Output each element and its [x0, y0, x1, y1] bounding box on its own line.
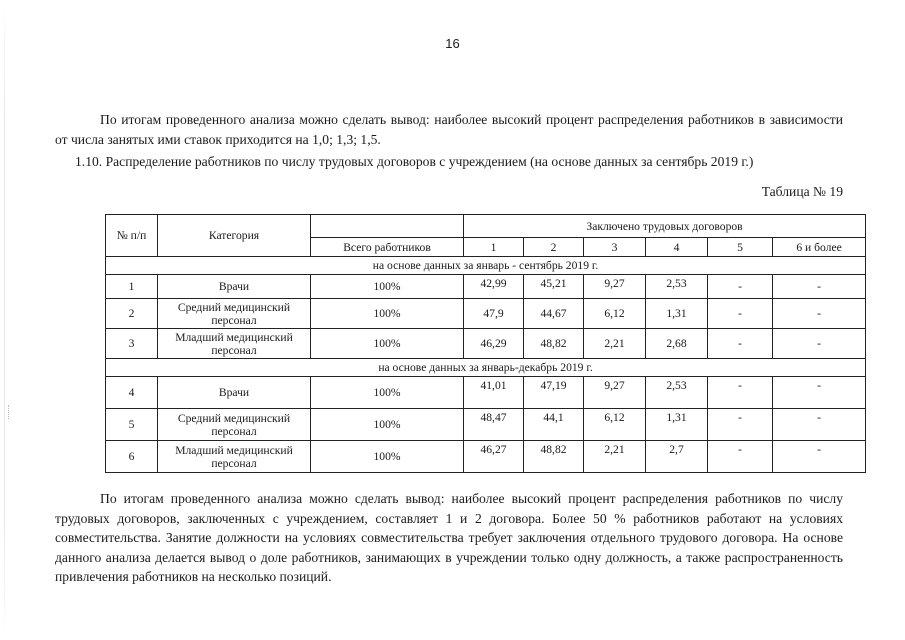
cell-c3: 2,21 [584, 329, 646, 359]
cell-total: 100% [311, 377, 464, 409]
table-caption: Таблица № 19 [761, 184, 843, 199]
cell-c6: - [773, 299, 866, 329]
header-c6: 6 и более [773, 238, 866, 257]
cell-category: Младший медицинский персонал [158, 329, 311, 359]
cell-c3: 9,27 [584, 377, 646, 409]
cell-category: Средний медицинский персонал [158, 299, 311, 329]
table-row [106, 409, 866, 441]
cell-number: 4 [106, 377, 158, 409]
header-total: Всего работников [311, 238, 464, 257]
cell-c2: 48,82 [524, 441, 584, 473]
cell-number: 2 [106, 299, 158, 329]
cell-c2: 47,19 [524, 377, 584, 409]
cell-c3: 9,27 [584, 275, 646, 299]
cell-number: 6 [106, 441, 158, 473]
paragraph-conclusion-rates: По итогам проведенного анализа можно сделать вывод: наиболее высокий процент распределения работников в зависимости от числа занятых ими ставок приходится на 1,0; 1,3; 1,5. [55, 112, 843, 147]
page-edge-line [4, 0, 5, 640]
cell-category: Средний медицинский персонал [158, 409, 311, 441]
cell-number: 1 [106, 275, 158, 299]
cell-c4: 2,7 [646, 441, 708, 473]
table-row [106, 275, 866, 299]
cell-c5: - [708, 441, 773, 473]
cell-c6: - [773, 275, 866, 299]
cell-total: 100% [311, 441, 464, 473]
cell-number: 3 [106, 329, 158, 359]
cell-number: 5 [106, 409, 158, 441]
cell-c3: 2,21 [584, 441, 646, 473]
section-label: на основе данных за январь-декабрь 2019 г. [106, 359, 866, 377]
cell-category: Врачи [158, 275, 311, 299]
cell-c2: 44,67 [524, 299, 584, 329]
table-row [106, 299, 866, 329]
cell-c4: 2,68 [646, 329, 708, 359]
cell-c5: - [708, 409, 773, 441]
cell-c3: 6,12 [584, 409, 646, 441]
section-heading-1-10: 1.10. Распределение работников по числу трудовых договоров с учреждением (на основе данных за сентябрь 2019 г.) [75, 154, 754, 169]
cell-c4: 1,31 [646, 409, 708, 441]
table-header-row-1 [106, 215, 866, 238]
cell-total: 100% [311, 409, 464, 441]
header-number: № п/п [106, 215, 158, 257]
cell-c1: 41,01 [464, 377, 524, 409]
cell-c5: - [708, 275, 773, 299]
table-row [106, 441, 866, 473]
header-c2: 2 [524, 238, 584, 257]
cell-c1: 46,27 [464, 441, 524, 473]
cell-total: 100% [311, 299, 464, 329]
cell-c5: - [708, 329, 773, 359]
header-category: Категория [158, 215, 311, 257]
cell-total: 100% [311, 275, 464, 299]
cell-c4: 2,53 [646, 275, 708, 299]
cell-c2: 45,21 [524, 275, 584, 299]
table-row [106, 377, 866, 409]
margin-mark [8, 405, 15, 419]
cell-category: Младший медицинский персонал [158, 441, 311, 473]
cell-c6: - [773, 329, 866, 359]
section-row-2 [106, 359, 866, 377]
cell-category: Врачи [158, 377, 311, 409]
cell-c1: 46,29 [464, 329, 524, 359]
header-contracts-group: Заключено трудовых договоров [464, 215, 866, 238]
cell-c5: - [708, 299, 773, 329]
header-c4: 4 [646, 238, 708, 257]
cell-c6: - [773, 377, 866, 409]
cell-c3: 6,12 [584, 299, 646, 329]
cell-c4: 2,53 [646, 377, 708, 409]
table-row [106, 329, 866, 359]
section-label: на основе данных за январь - сентябрь 2019 г. [106, 257, 866, 275]
cell-c6: - [773, 441, 866, 473]
cell-c5: - [708, 377, 773, 409]
cell-c6: - [773, 409, 866, 441]
cell-c1: 47,9 [464, 299, 524, 329]
header-c3: 3 [584, 238, 646, 257]
cell-c1: 48,47 [464, 409, 524, 441]
section-row-1 [106, 257, 866, 275]
contracts-table [105, 214, 866, 473]
cell-c2: 48,82 [524, 329, 584, 359]
paragraph-conclusion-contracts: По итогам проведенного анализа можно сделать вывод: наиболее высокий процент распределения работников по числу трудовых договоров, заключенных с учреждением, составляет 1 и 2 договора. Более 50 % работников работают на условиях совместительства. Занятие должности на условиях совместительства требует заключения отдельного трудового договора. На основе данного анализа делается вывод о доле работников, занимающих в учреждении только одну должность, а также распространенность привлечения работников на несколько позиций. [55, 491, 843, 584]
header-empty-cell [311, 215, 464, 238]
header-c5: 5 [708, 238, 773, 257]
page-number: 16 [445, 36, 460, 51]
cell-c2: 44,1 [524, 409, 584, 441]
cell-c1: 42,99 [464, 275, 524, 299]
header-c1: 1 [464, 238, 524, 257]
cell-total: 100% [311, 329, 464, 359]
cell-c4: 1,31 [646, 299, 708, 329]
